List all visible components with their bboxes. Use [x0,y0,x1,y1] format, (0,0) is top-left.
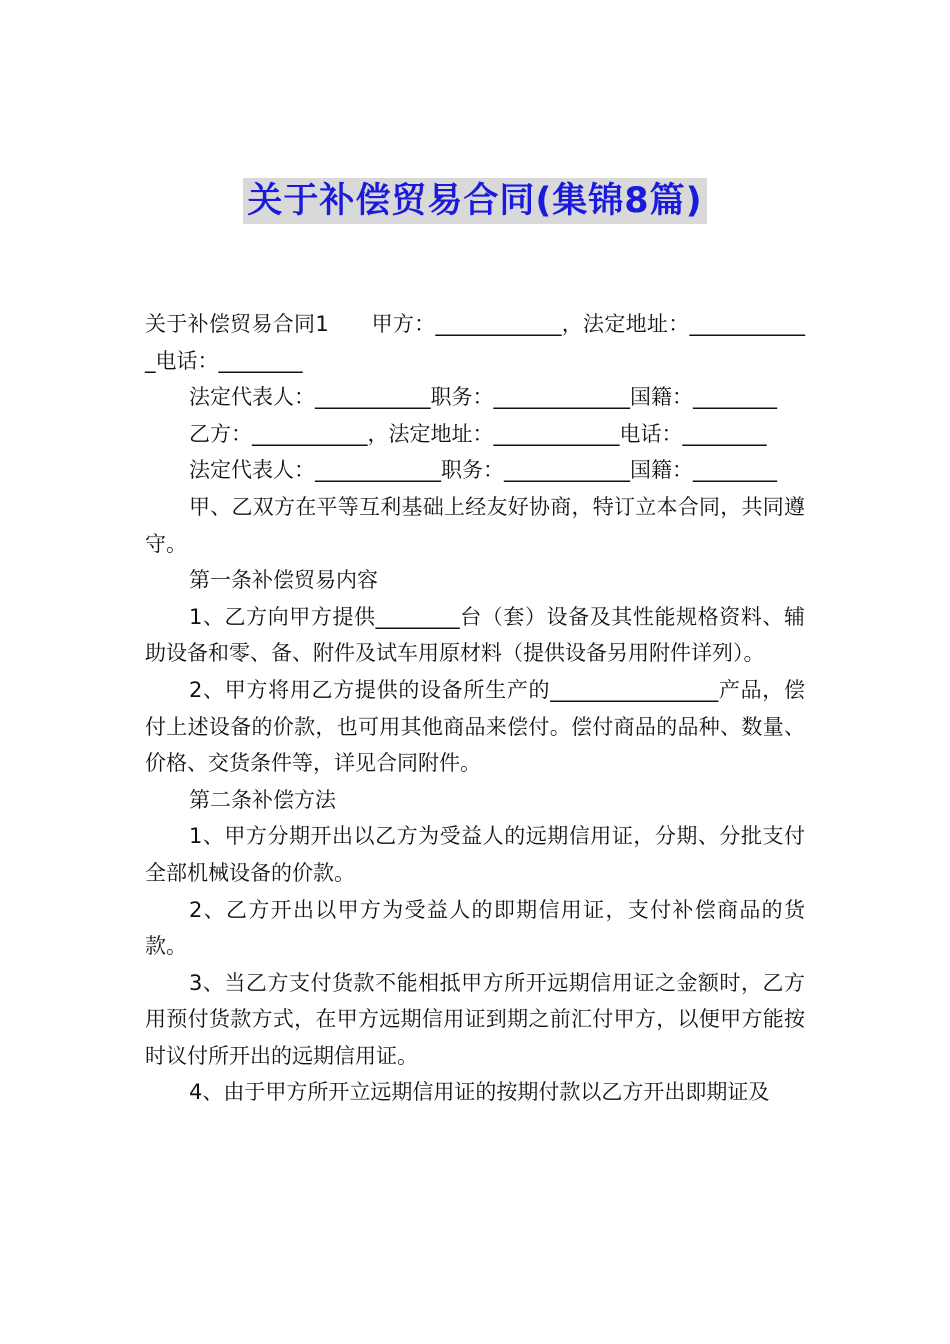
paragraph: 1、甲方分期开出以乙方为受益人的远期信用证，分期、分批支付全部机械设备的价款。 [145,824,805,885]
paragraph: 甲、乙双方在平等互利基础上经友好协商，特订立本合同，共同遵守。 [145,494,805,556]
paragraph: 1、乙方向甲方提供________台（套）设备及其性能规格资料、辅助设备和零、备、附件及试车用原材料（提供设备另用附件详列）。 [145,604,805,666]
paragraph: 法定代表人：___________职务：_____________国籍：________ [189,385,777,410]
document-title: 关于补偿贸易合同(集锦8篇) [243,178,706,224]
paragraph: 4、由于甲方所开立远期信用证的按期付款以乙方开出即期证及 [189,1080,770,1105]
paragraph: 2、乙方开出以甲方为受益人的即期信用证，支付补偿商品的货款。 [145,897,805,959]
document-body [145,306,805,1111]
paragraph: 第二条补偿方法 [189,787,336,812]
paragraph: 关于补偿贸易合同1 甲方：____________，法定地址：____________电话：________ [145,312,805,373]
paragraph: 乙方：___________，法定地址：____________电话：________ [189,421,767,446]
paragraph: 法定代表人：____________职务：____________国籍：________ [189,458,777,483]
title-block [0,178,950,224]
paragraph: 2、甲方将用乙方提供的设备所生产的________________产品，偿付上述设备的价款，也可用其他商品来偿付。偿付商品的品种、数量、价格、交货条件等，详见合同附件。 [145,677,805,776]
paragraph: 3、当乙方支付货款不能相抵甲方所开远期信用证之金额时，乙方用预付货款方式，在甲方远期信用证到期之前汇付甲方，以便甲方能按时议付所开出的远期信用证。 [145,970,805,1068]
paragraph: 第一条补偿贸易内容 [189,568,378,593]
